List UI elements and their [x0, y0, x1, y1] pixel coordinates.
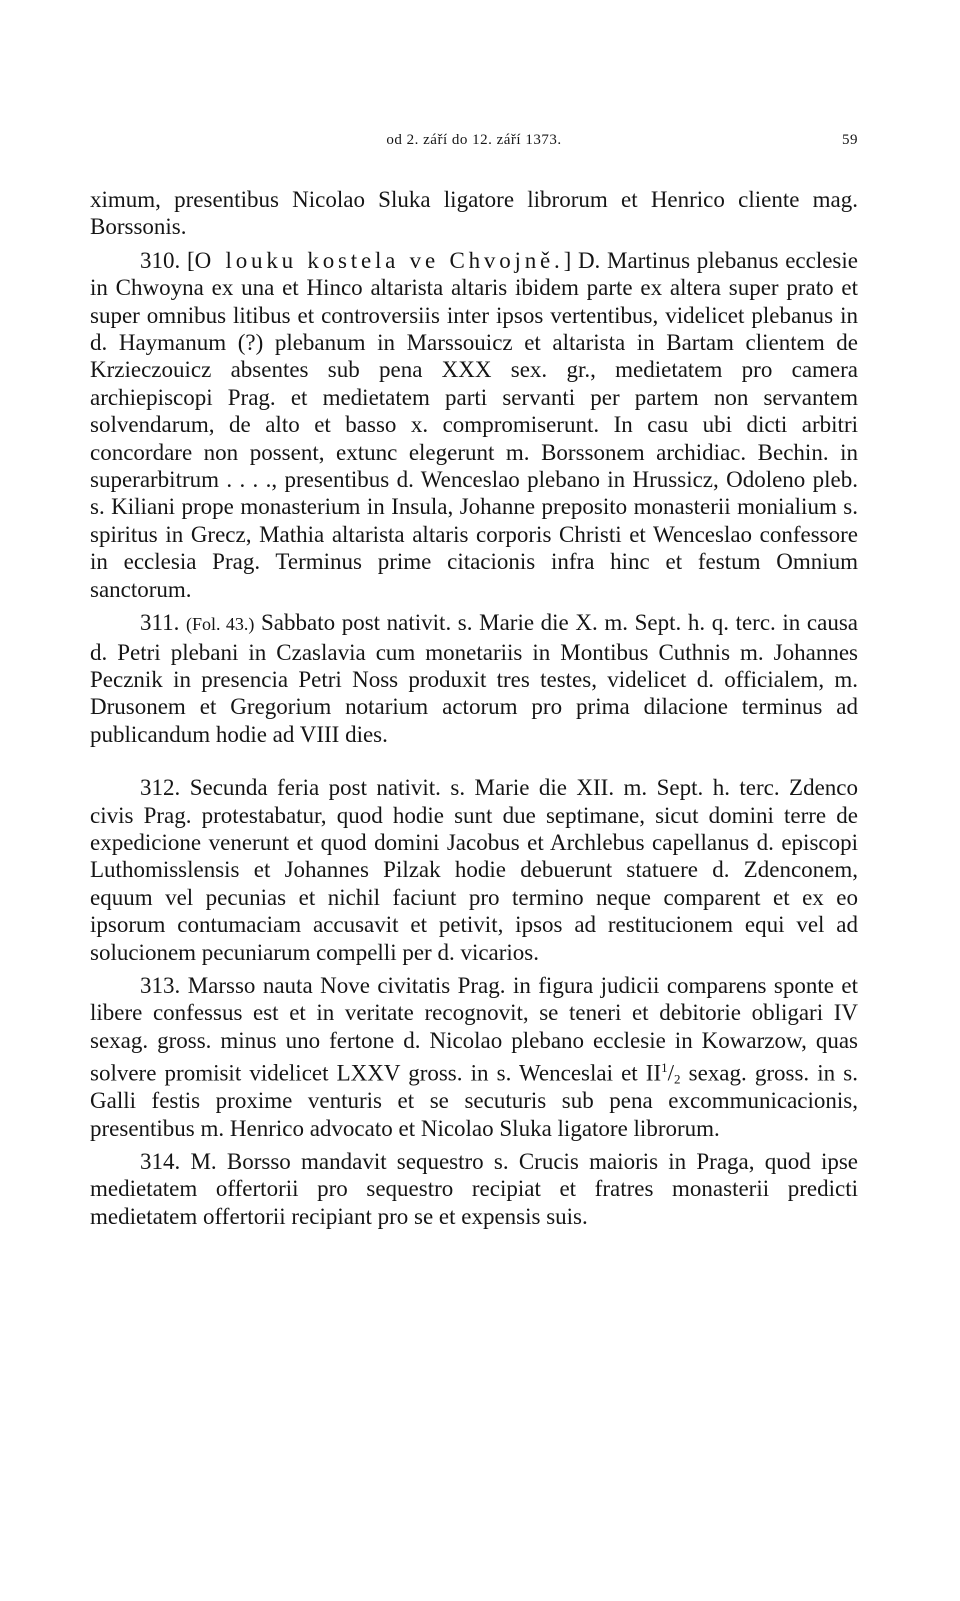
folio-reference: (Fol. 43.) — [186, 614, 255, 635]
running-title: od 2. září do 12. září 1373. — [386, 132, 562, 148]
paragraph-text: Sabbato post nativit. s. Marie die X. m. Sept. h. q. terc. in causa d. Petri plebani in Czaslavia cum monetariis in Montibus Cuthnis m. Johannes Pecznik in presencia Petri Noss produxit tres testes, videlicet d. officialem, m. Drusonem et Gregorium notarium actorum pro prima dilacione terminus ad publicandum hodie ad VIII dies. — [90, 610, 859, 747]
paragraph-continuation: ximum, presentibus Nicolao Sluka ligatore librorum et Henrico cliente mag. Borssonis. — [90, 187, 858, 240]
bracket-open: [ — [186, 247, 195, 273]
paragraph-text: Marsso nauta Nove civitatis Prag. in figura judicii comparens sponte et libere confessus est et in veritate recognovit, se teneri et debitorie obligari IV sexag. gross. minus uno fertone d. Nicolao plebano ecclesie in Kowarzow, quas solvere promisit videlicet LXXV gross. in s. Wenceslai et II — [90, 972, 858, 1086]
paragraph-310 — [90, 247, 858, 603]
running-header — [90, 132, 858, 156]
fraction-numerator: 1 — [661, 1060, 668, 1076]
page-number: 59 — [842, 132, 858, 148]
bracket-close: ] — [563, 247, 578, 273]
body-text — [90, 186, 858, 1236]
paragraph-text: D. Martinus plebanus ecclesie in Chwoyna ex una et Hinco altarista altaris ibidem parte ex altera super prato et super omnibus litibus et controversiis inter ipsos vertentibus, videlicet plebanus in d. Haymanum (?) plebanum in Marssouicz et altarista in Bartam clientem de Krzieczouicz absentes sub pena XXX sex. gr., medietatem pro camera archiepiscopi Prag. et medietatem parti servanti per partem non servantem solvendarum, de alto et basso x. compromiserunt. In casu ubi dicti arbitri concordare non possent, extunc elegerunt m. Borssonem archidiac. Bechin. in superarbitrum . . . ., presentibus d. Wenceslao plebano in Hrussicz, Odoleno pleb. s. Kiliani prope monasterium in Insula, Johanne preposito monasterii monialium s. spiritus in Grecz, Mathia altarista altaris corporis Christi et Wenceslao confessore in ecclesia Prag. Terminus prime citacionis infra hinc et festum Omnium sanctorum. — [90, 247, 858, 602]
paragraph-number: 312. — [140, 775, 190, 801]
paragraph-text: M. Borsso mandavit sequestro s. Crucis maioris in Praga, quod ipse medietatem offertorii pro sequestro recipiat et fratres monasterii predicti medietatem offertorii recipiant pro se et expensis suis. — [90, 1149, 858, 1229]
paragraph-number: 314. — [140, 1149, 191, 1175]
paragraph-text: Secunda feria post nativit. s. Marie die XII. m. Sept. h. terc. Zdenco civis Prag. protestabatur, quod hodie sunt due septimane, sicut domini terre de expedicione venerunt et quod domini Jacobus et Archlebus capellanus d. episcopi Luthomisslensis et Johannes Pilzak hodie debuerunt statuere d. Zdenconem, equum vel pecunias et nichil faciunt pro termino neque comparent et ex eo ipsorum contumaciam accusavit et petivit, ipsos ad restitucionem equi vel ad solucionem pecuniarum compelli per d. vicarios. — [90, 775, 859, 965]
paragraph-number: 310. — [140, 247, 187, 273]
paragraph-number: 313. — [140, 972, 188, 998]
paragraph-313: 313. Marsso nauta Nove civitatis Prag. in figura judicii comparens sponte et libere confessus est et in veritate recognovit, se teneri et debitorie obligari IV sexag. gross. minus uno fertone d. Nicolao plebano ecclesie in Kowarzow, quas solvere promisit videlicet LXXV gross. in s. Wenceslai et $II^1/_2$ sexag. gross. in s. Galli festis proxime venturis et se secuturis sub pena excommunicacionis, presentibus m. Henrico advocato et Nicolao Sluka ligatore librorum. — [90, 972, 858, 1141]
fraction-denominator: 2 — [674, 1071, 681, 1087]
czech-heading: O louku kostela ve Chvojně. — [194, 247, 564, 273]
paragraph-314 — [90, 1148, 858, 1230]
paragraph-311 — [90, 609, 858, 748]
paragraph-number: 311. — [140, 610, 187, 636]
paragraph-312 — [90, 774, 858, 966]
paragraph-text-cont: sexag. gross. in s. Galli festis proxime venturis et se secuturis sub pena excommunicacionis, presentibus m. Henrico advocato et Nicolao Sluka ligatore librorum. — [90, 1060, 858, 1141]
